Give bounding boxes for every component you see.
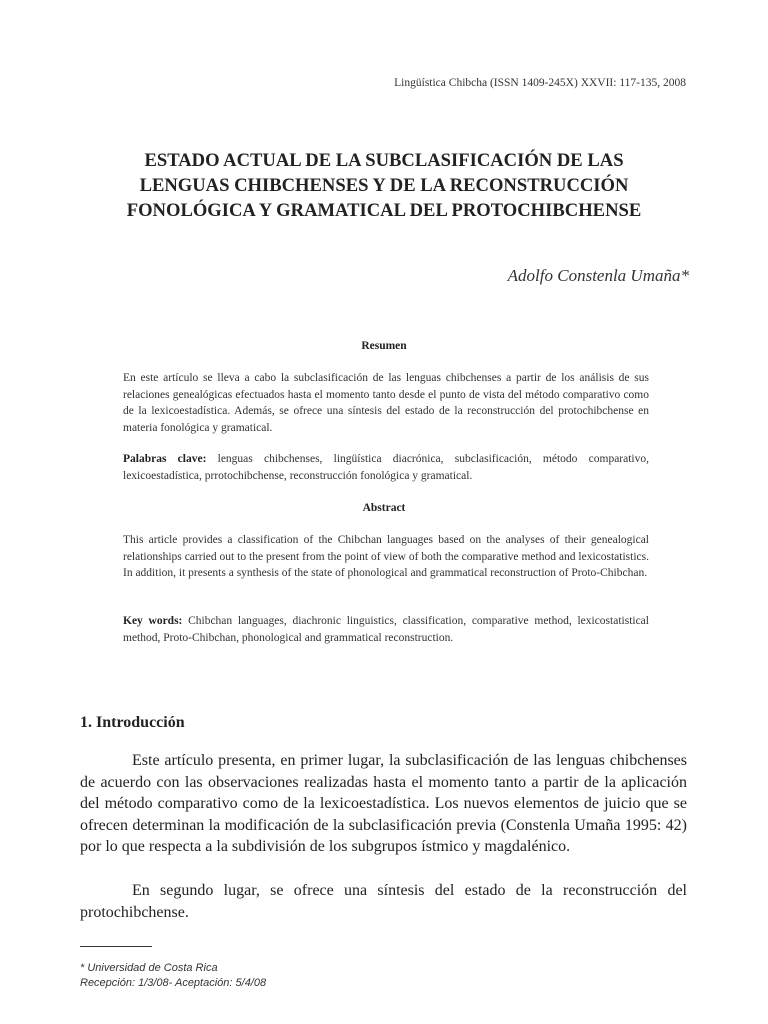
keywords-label: Palabras clave: [123, 453, 207, 465]
key-words [123, 613, 649, 646]
abstract-text: This article provides a classification of the Chibchan languages based on the analyses of their genealogical relationships carried out to the present from the point of view of both the comparative method and lexicostatistics. In addition, it presents a synthesis of the state of phonological and grammatical reconstruction of Proto-Chibchan. [123, 534, 649, 579]
resumen-text: En este artículo se lleva a cabo la subclasificación de las lenguas chibchenses a partir de los análisis de sus relaciones genealógicas efectuados hasta el momento tanto desde el punto de vista del método comparativo como de la lexicoestadística. Además, se ofrece una síntesis del estado de la reconstrucción del protochibchense en materia fonológica y gramatical. [123, 372, 649, 434]
author-name: Adolfo Constenla Umaña* [507, 266, 689, 285]
resumen-heading: Resumen [361, 340, 407, 352]
footnote-rule [80, 946, 152, 947]
keywords-text: lenguas chibchenses, lingüística diacrónica, subclasificación, método comparativo, lexicoestadística, prrotochibchense, reconstrucción fonológica y gramatical. [123, 453, 649, 482]
abstract-heading: Abstract [362, 502, 406, 514]
running-head: Lingüística Chibcha (ISSN 1409-245X) XXVII: 117-135, 2008 [394, 77, 686, 89]
body-paragraph: En segundo lugar, se ofrece una síntesis del estado de la reconstrucción del protochibchense. [80, 882, 687, 921]
palabras-clave [123, 451, 649, 484]
title-line: FONOLÓGICA Y GRAMATICAL DEL PROTOCHIBCHENSE [126, 200, 642, 221]
keywords-label: Key words: [123, 615, 183, 627]
footnote-affiliation: * Universidad de Costa Rica [80, 962, 218, 974]
body-paragraph: Este artículo presenta, en primer lugar, la subclasificación de las lenguas chibchenses de acuerdo con las observaciones realizadas hasta el momento tanto a partir de la aplicación del método comparativo como de la lexicoestadística. Los nuevos elementos de juicio que se ofrecen determinan la modificación de la subclasificación previa (Constenla Umaña 1995: 42) por lo que respecta a la subdivisión de los subgrupos ístmico y magdalénico. [80, 752, 687, 855]
footnote-dates: Recepción: 1/3/08- Aceptación: 5/4/08 [80, 977, 267, 989]
title-line: LENGUAS CHIBCHENSES Y DE LA RECONSTRUCCIÓN [139, 175, 629, 196]
section-heading: 1. Introducción [80, 714, 185, 731]
title-line: ESTADO ACTUAL DE LA SUBCLASIFICACIÓN DE LAS [144, 150, 624, 171]
keywords-text: Chibchan languages, diachronic linguistics, classification, comparative method, lexicostatistical method, Proto-Chibchan, phonological and grammatical reconstruction. [123, 615, 649, 644]
article-title [60, 148, 708, 223]
